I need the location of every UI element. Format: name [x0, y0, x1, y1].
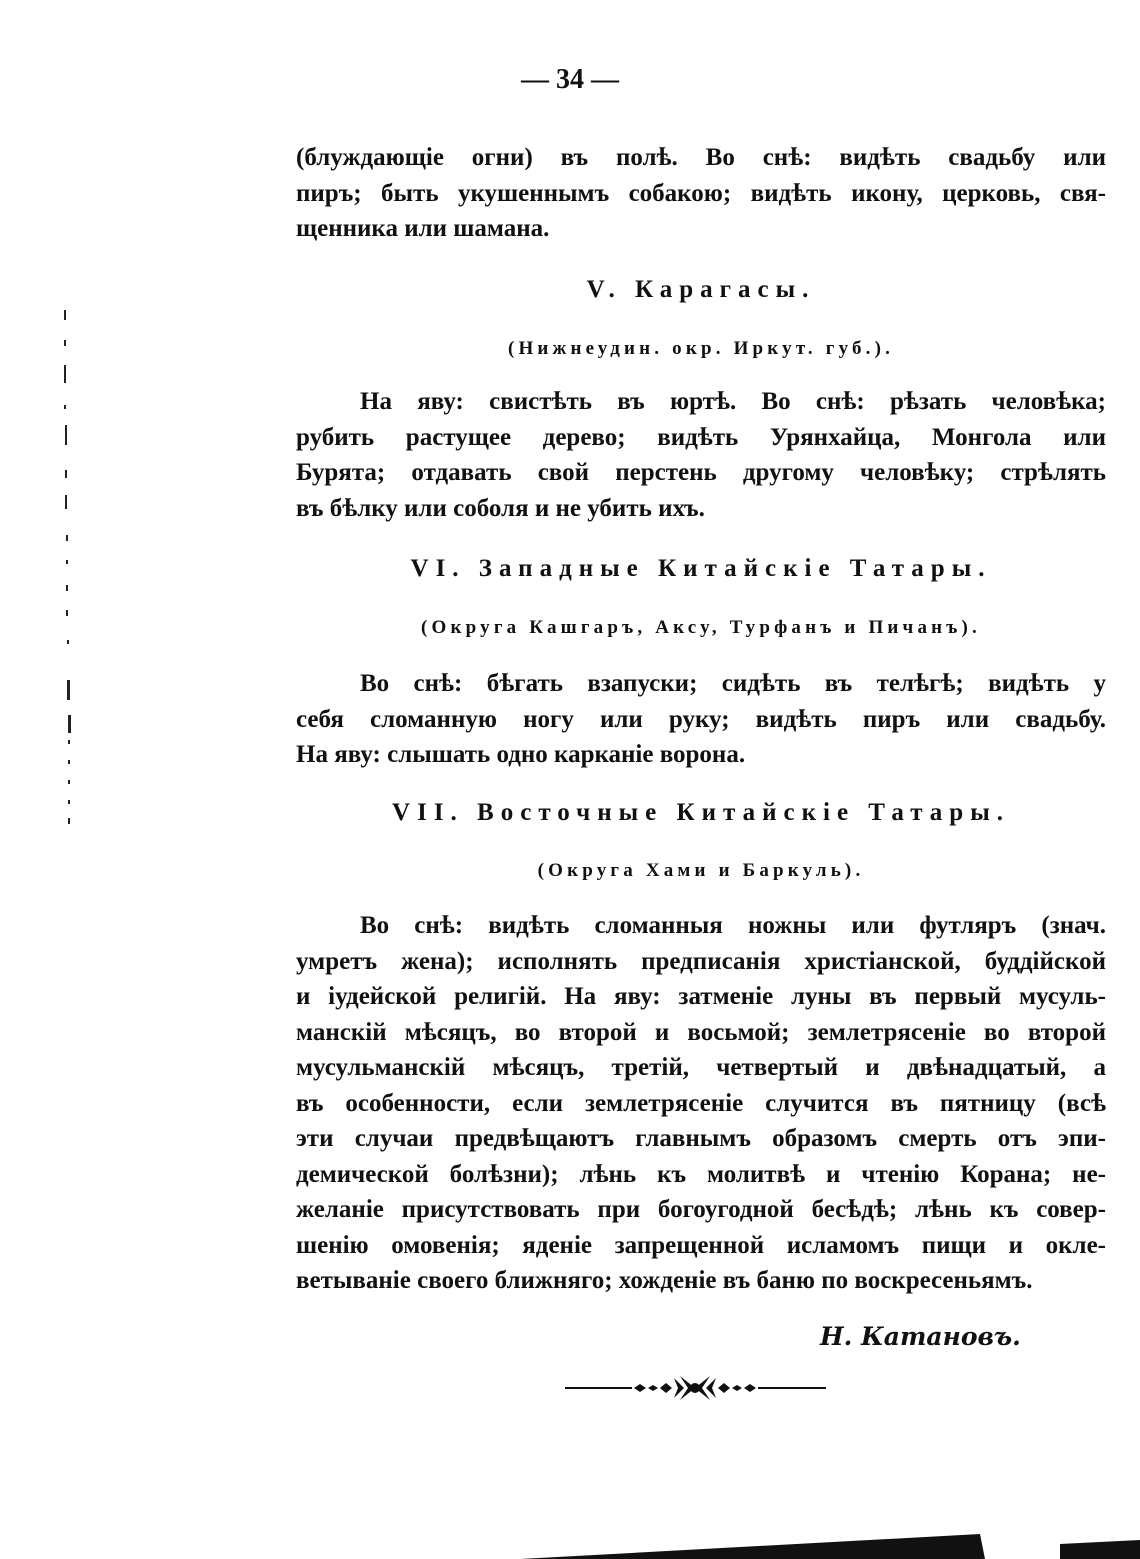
paragraph-karagasy — [296, 384, 1106, 526]
text-line: себя сломанную ногу или руку; видѣть пиръ или свадьбу. — [296, 705, 1106, 733]
text-line: (блуждающіе огни) въ полѣ. Во снѣ: видѣть свадьбу или — [296, 144, 1106, 171]
text-line: Во снѣ: бѣгать взапуски; сидѣть въ телѣгѣ; видѣть у — [360, 670, 1106, 697]
text-line: въ бѣлку или соболя и не убить ихъ. — [296, 494, 705, 522]
text-line: мусульманскій мѣсяцъ, третій, четвертый и двѣнадцатый, а — [296, 1054, 1106, 1081]
text-line: демической болѣзни); лѣнь къ молитвѣ и чтенію Корана; не- — [296, 1160, 1106, 1188]
margin-dots-decoration — [62, 310, 82, 830]
text-line: На яву: слышать одно карканіе ворона. — [296, 741, 746, 768]
author-signature: Н. Катановъ. — [820, 1322, 1021, 1351]
text-line: Бурята; отдавать свой перстень другому человѣку; стрѣлять — [296, 459, 1106, 486]
text-line: пиръ; быть укушеннымъ собакою; видѣть икону, церковь, свя- — [296, 179, 1106, 207]
text-line: желаніе присутствовать при богоугодной бесѣдѣ; лѣнь къ совер- — [296, 1196, 1106, 1223]
text-line: и іудейской религій. На яву: затменіе луны въ первый мусуль- — [296, 983, 1106, 1010]
section-subheading-karagasy: (Нижнеудин. окр. Иркут. губ.). — [507, 338, 895, 359]
section-heading-eastern: VII. Восточные Китайскіе Татары. — [392, 799, 1010, 826]
section-heading-western: VI. Западные Китайскіе Татары. — [410, 555, 992, 582]
scan-edge-shadow — [0, 1500, 1140, 1559]
text-line: ветываніе своего ближняго; хожденіе въ баню по воскресеньямъ. — [296, 1267, 1033, 1294]
ornament-divider-icon — [560, 1370, 830, 1406]
text-line: рубить растущее дерево; видѣть Урянхайца, Монгола или — [296, 423, 1106, 451]
text-line: шенію омовенія; яденіе запрещенной исламомъ пищи и окле- — [296, 1231, 1106, 1259]
text-line: щенника или шамана. — [296, 215, 550, 242]
text-line: умретъ жена); исполнять предписанія христіанской, буддійской — [296, 947, 1106, 975]
text-line: въ особенности, если землетрясеніе случится въ пятницу (всѣ — [296, 1089, 1106, 1117]
text-line: эти случаи предвѣщаютъ главнымъ образомъ смерть отъ эпи- — [296, 1125, 1106, 1152]
paragraph-eastern — [296, 908, 1106, 1299]
text-line: На яву: свистѣть въ юртѣ. Во снѣ: рѣзать человѣка; — [360, 388, 1106, 415]
paragraph-western — [296, 666, 1106, 773]
page-number: — 34 — — [521, 64, 619, 95]
paragraph-intro — [296, 140, 1106, 247]
section-subheading-eastern: (Округа Хами и Баркуль). — [537, 860, 865, 881]
text-line: Во снѣ: видѣть сломанныя ножны или футляръ (знач. — [360, 912, 1106, 939]
text-line: манскій мѣсяцъ, во второй и восьмой; землетрясеніе во второй — [296, 1018, 1106, 1046]
section-heading-karagasy: V. Карагасы. — [586, 276, 816, 303]
section-subheading-western: (Округа Кашгаръ, Аксу, Турфанъ и Пичанъ). — [421, 617, 981, 638]
